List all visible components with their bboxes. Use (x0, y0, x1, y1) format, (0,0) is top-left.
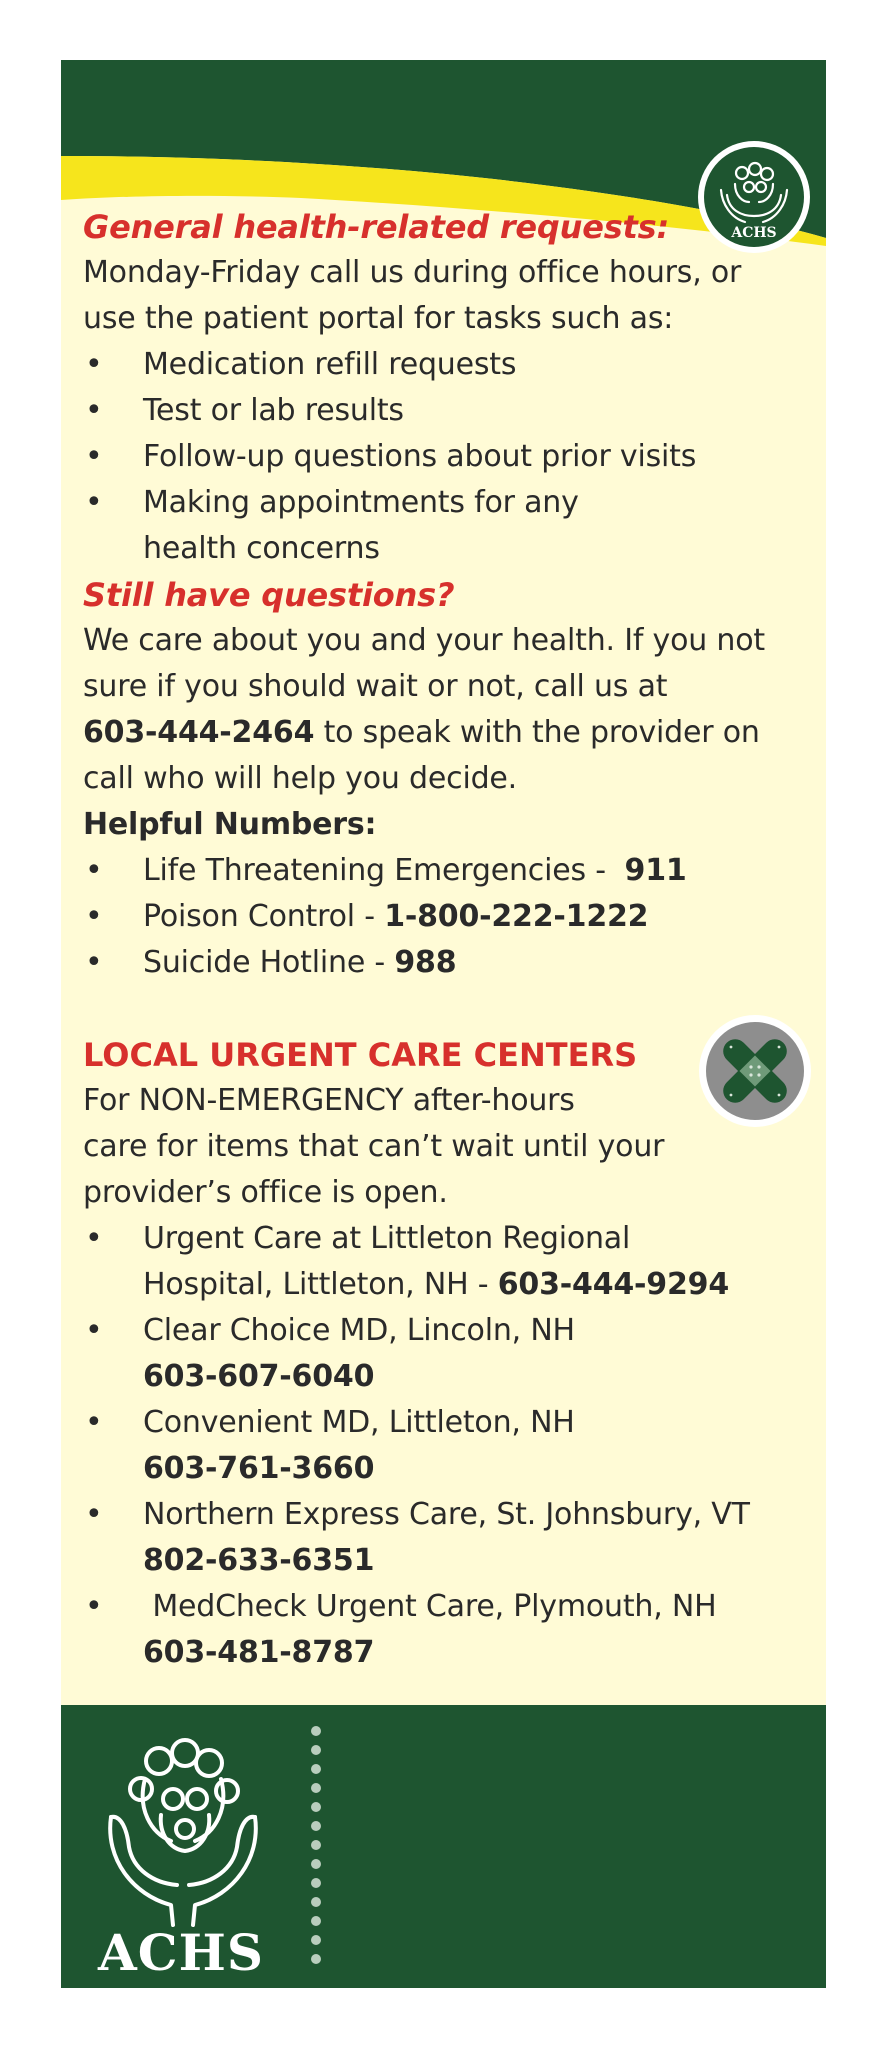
urgent-intro-line-3: provider’s office is open. (83, 1175, 448, 1210)
center-phone-number[interactable]: 603-761-3660 (143, 1451, 375, 1486)
helpful-numbers-heading: Helpful Numbers: (83, 807, 377, 842)
center-name: Convenient MD, Littleton, NH (143, 1405, 575, 1440)
questions-line-3-text: to speak with the provider on (314, 715, 760, 750)
list-item-text: Test or lab results (143, 393, 404, 428)
questions-heading: Still have questions? (83, 576, 455, 614)
center-name: MedCheck Urgent Care, Plymouth, NH (143, 1589, 717, 1624)
footer-band (61, 1705, 826, 1988)
general-intro-line-2: use the patient portal for tasks such as: (83, 301, 674, 336)
list-item (83, 480, 823, 572)
brochure-panel (61, 60, 826, 1988)
top-logo-text: ACHS (731, 225, 777, 241)
questions-line-4: call who will help you decide. (83, 761, 518, 796)
list-item (83, 342, 823, 388)
questions-line-2: sure if you should wait or not, call us at (83, 669, 668, 704)
helpful-label: Poison Control - (143, 899, 385, 934)
list-item (83, 848, 823, 894)
poison-control-number[interactable]: 1-800-222-1222 (384, 899, 649, 934)
provider-phone-number[interactable]: 603-444-2464 (83, 715, 315, 750)
center-phone-number[interactable]: 603-607-6040 (143, 1359, 375, 1394)
list-item-text: Follow-up questions about prior visits (143, 439, 697, 474)
list-item (83, 1492, 823, 1584)
center-phone-number[interactable]: 603-481-8787 (143, 1635, 375, 1670)
list-item (83, 1308, 823, 1400)
urgent-intro-line-1: For NON-EMERGENCY after-hours (83, 1083, 575, 1118)
center-phone-number[interactable]: 603-444-9294 (497, 1267, 729, 1302)
list-item (83, 1216, 823, 1308)
bandage-icon (698, 1014, 812, 1128)
main-content (83, 204, 823, 1676)
general-task-list (83, 342, 823, 572)
list-item (83, 388, 823, 434)
center-name: Urgent Care at Littleton Regional (143, 1221, 631, 1256)
list-item (83, 1400, 823, 1492)
urgent-intro-line-2: care for items that can’t wait until your (83, 1129, 665, 1164)
center-location: Hospital, Littleton, NH - (143, 1267, 498, 1302)
list-item (83, 434, 823, 480)
questions-line-1: We care about you and your health. If you not (83, 623, 765, 658)
urgent-care-heading: LOCAL URGENT CARE CENTERS (83, 1036, 638, 1074)
footer-logo-text: ACHS (98, 1923, 264, 1982)
dotted-divider (310, 1725, 322, 1965)
questions-line-3 (83, 710, 823, 756)
list-item-text: Medication refill requests (143, 347, 517, 382)
urgent-care-list (83, 1216, 823, 1676)
center-phone-number[interactable]: 802-633-6351 (143, 1543, 375, 1578)
emergency-number[interactable]: 911 (624, 853, 687, 888)
suicide-hotline-number[interactable]: 988 (394, 945, 457, 980)
list-item (83, 894, 823, 940)
list-item (83, 1584, 823, 1676)
helpful-label: Suicide Hotline - (143, 945, 395, 980)
list-item (83, 940, 823, 986)
center-name: Northern Express Care, St. Johnsbury, VT (143, 1497, 750, 1532)
achs-hands-logo-icon (81, 1729, 281, 1929)
center-name: Clear Choice MD, Lincoln, NH (143, 1313, 575, 1348)
list-item-text-continued: health concerns (143, 531, 380, 566)
list-item-text: Making appointments for any (143, 485, 579, 520)
general-heading: General health-related requests: (83, 208, 670, 246)
helpful-label: Life Threatening Emergencies - (143, 853, 625, 888)
general-intro-line-1: Monday-Friday call us during office hours, or (83, 255, 742, 290)
helpful-numbers-list (83, 848, 823, 986)
